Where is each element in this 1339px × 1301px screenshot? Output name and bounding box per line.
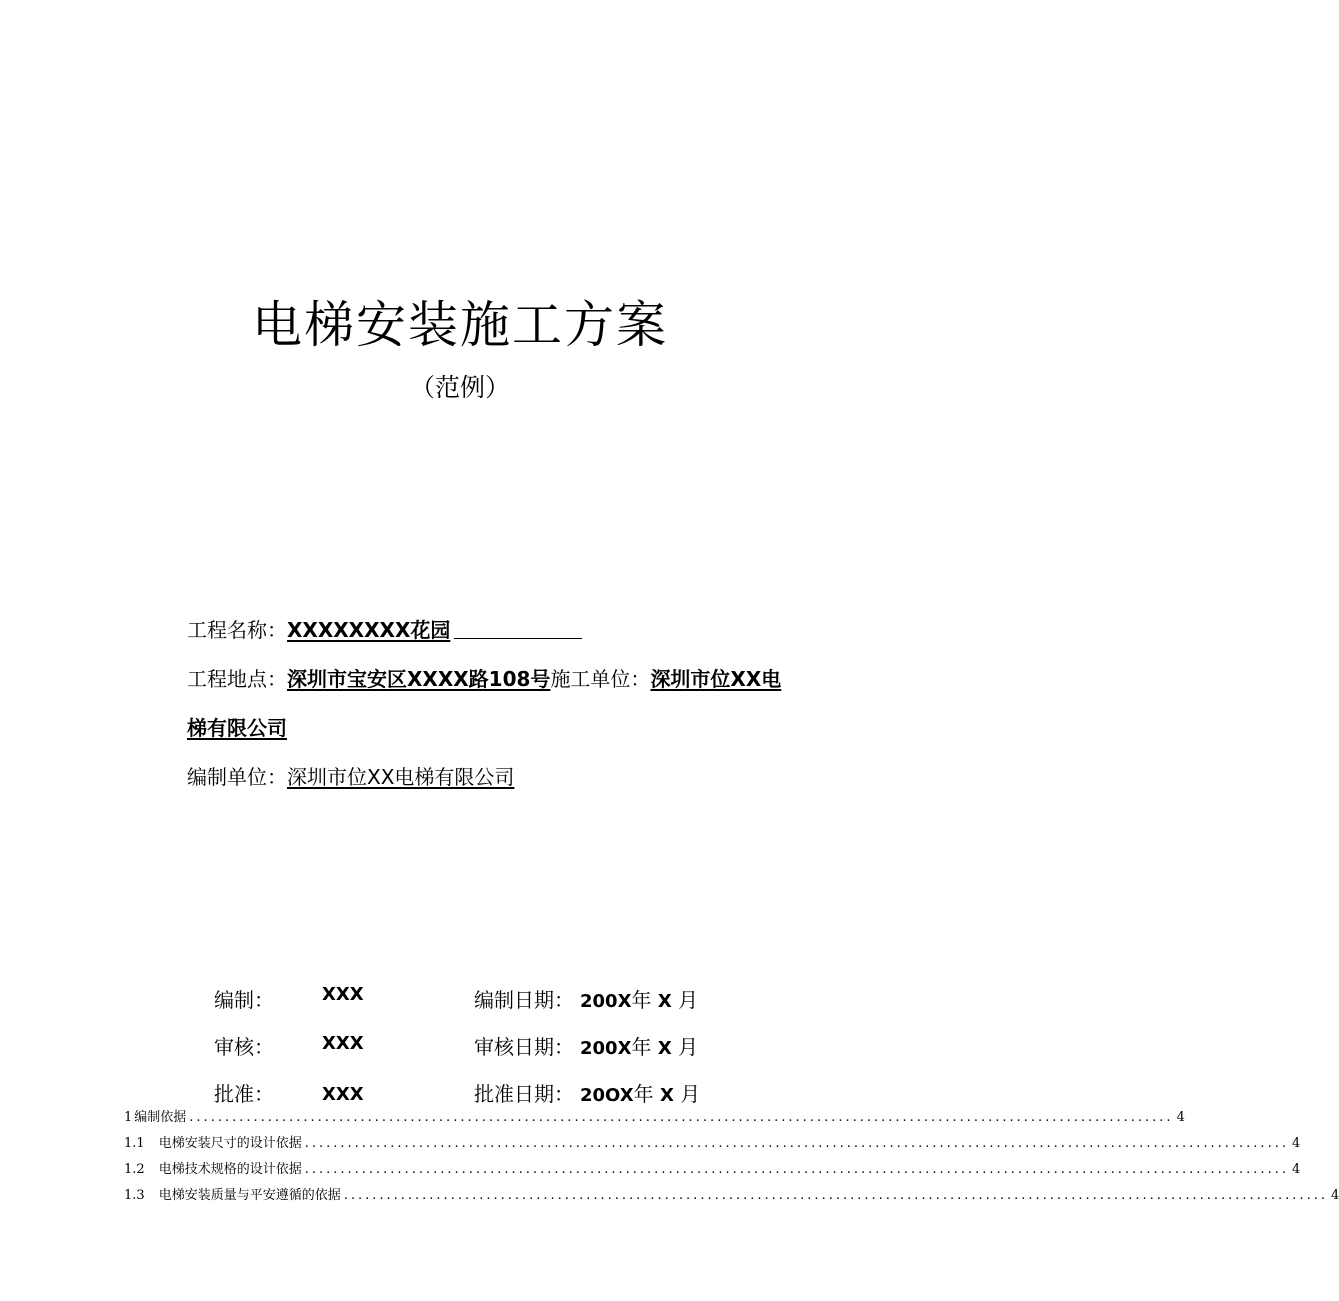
compiled-date-value: 200X年 X 月 [580, 988, 699, 1012]
toc-leader-dots: .......................................................................................................................................... [304, 1162, 1289, 1177]
compiled-by-label: 编制： [214, 988, 274, 1012]
construction-unit-value-cont: 梯有限公司 [187, 716, 287, 740]
toc-entry-number: 1.1 [124, 1136, 145, 1151]
signature-row-approved [0, 1078, 920, 1108]
toc-entry-label: 电梯安装质量与平安遵循的依据 [158, 1188, 341, 1203]
compiling-unit-value: 深圳市位XX电梯有限公司 [287, 765, 515, 789]
reviewed-by-value: XXX [322, 1033, 364, 1054]
toc-entry-label: 电梯安装尺寸的设计依据 [158, 1136, 302, 1151]
approved-by-label: 批准： [214, 1082, 274, 1106]
project-location-label: 工程地点： [187, 667, 287, 691]
toc-leader-dots: .......................................................................................................................................... [189, 1110, 1174, 1125]
construction-unit-label: 施工单位： [550, 667, 651, 691]
toc-entry-page: 4 [1291, 1136, 1301, 1151]
compiled-by-value: XXX [322, 984, 364, 1005]
compiling-unit-line [187, 763, 837, 791]
toc-entry[interactable] [124, 1132, 1301, 1152]
toc-entry-page: 4 [1176, 1110, 1185, 1125]
construction-unit-value: 深圳市位XX电 [650, 667, 782, 691]
project-name-value: XXXXXXXX花园 [287, 618, 451, 642]
project-location-value: 深圳市宝安区XXXX路108号 [287, 667, 551, 691]
reviewed-date-label: 审核日期： [474, 1035, 574, 1059]
compiled-date-label: 编制日期： [474, 988, 574, 1012]
signature-row-compiled [0, 984, 920, 1014]
project-location-line [187, 665, 837, 693]
project-name-label: 工程名称： [187, 618, 287, 642]
toc-entry-number: 1.2 [124, 1162, 145, 1177]
toc-entry[interactable] [124, 1184, 1339, 1204]
toc-entry-number: 1 [124, 1110, 133, 1125]
document-subtitle: （范例） [409, 373, 510, 402]
toc-entry-label: 编制依据 [134, 1110, 187, 1125]
project-name-line [187, 616, 837, 644]
project-name-blank [454, 618, 582, 639]
reviewed-by-label: 审核： [214, 1035, 274, 1059]
toc-entry-page: 4 [1330, 1188, 1339, 1203]
signature-row-reviewed [0, 1031, 920, 1061]
construction-unit-line-2 [187, 714, 837, 742]
reviewed-date-value: 200X年 X 月 [580, 1035, 699, 1059]
toc-entry-label: 电梯技术规格的设计依据 [158, 1162, 302, 1177]
toc-entry[interactable] [124, 1106, 1185, 1126]
toc-entry-page: 4 [1291, 1162, 1301, 1177]
approved-date-label: 批准日期： [474, 1082, 574, 1106]
toc-entry[interactable] [124, 1158, 1301, 1178]
compiling-unit-label: 编制单位： [187, 765, 287, 789]
document-title: 电梯安装施工方案 [252, 296, 668, 354]
toc-leader-dots: .......................................................................................................................................... [343, 1188, 1328, 1203]
toc-leader-dots: .......................................................................................................................................... [304, 1136, 1289, 1151]
approved-date-value: 20OX年 X 月 [580, 1082, 701, 1106]
approved-by-value: XXX [322, 1084, 364, 1105]
toc-entry-number: 1.3 [124, 1188, 145, 1203]
